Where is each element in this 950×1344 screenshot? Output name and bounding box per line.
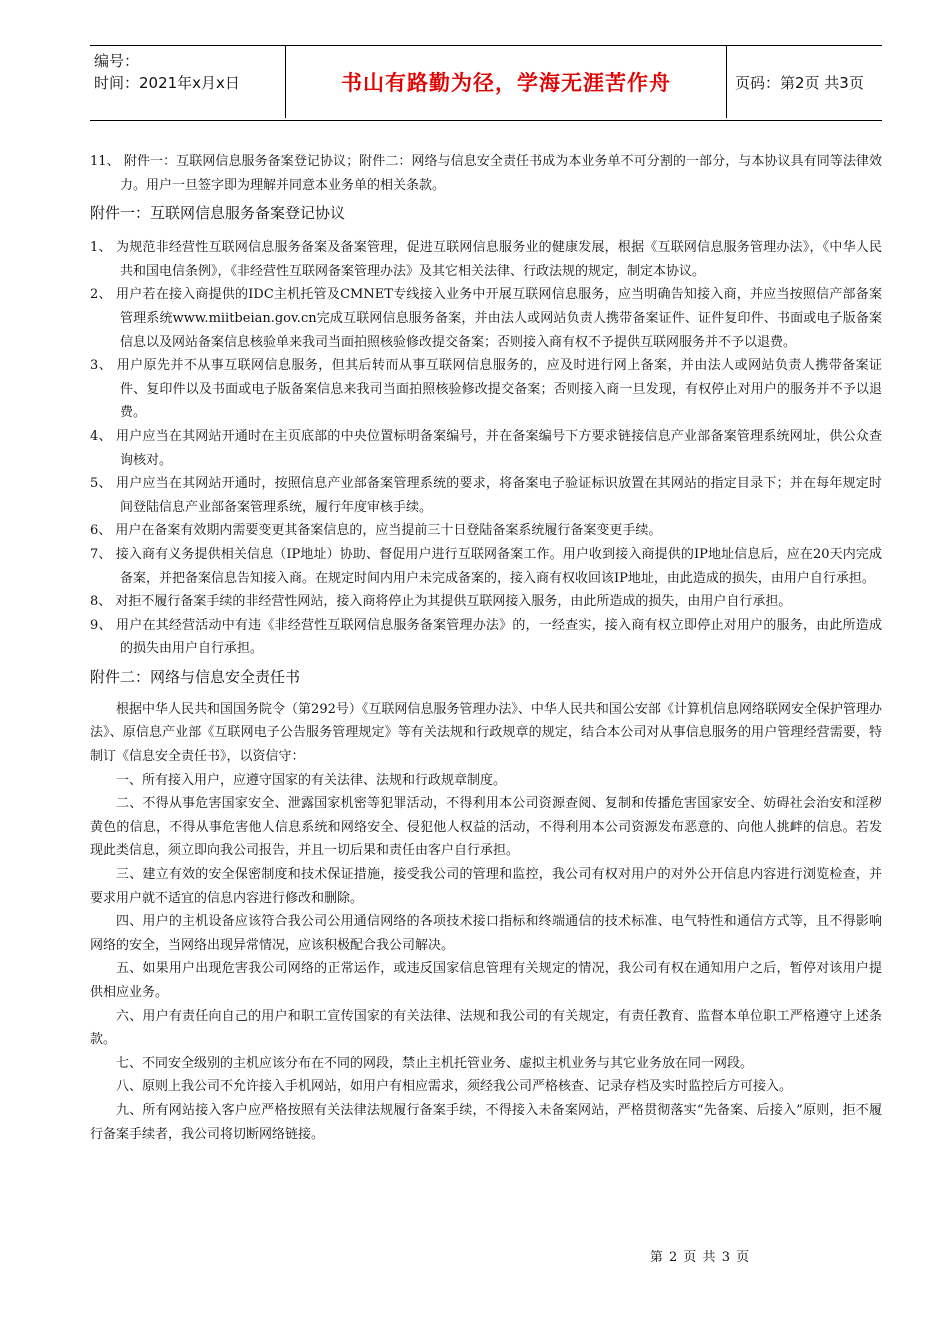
annex2-paragraph: 七、不同安全级别的主机应该分布在不同的网段，禁止主机托管业务、虚拟主机业务与其它业务放在同一网段。 [116,1055,754,1071]
annex1-item: 6、 用户在备案有效期内需要变更其备案信息的，应当提前三十日登陆备案系统履行备案变更手续。 [90,523,662,539]
annex1-item: 2、 用户若在接入商提供的IDC主机托管及CMNET专线接入业务中开展互联网信息服务，应当明确告知接入商，并应当按照信产部备案管理系统www.miitbeian.gov.cn完成互联网信息服务备案，并由法人或网站负责人携带备案证件、证件复印件、书面或电子版备案信息以及网站备案信息核验单来我司当面拍照核验修改提交备案；否则接入商有权不予提供互联网服务并不予以退费。 [90,287,882,350]
header-number-label: 编号： [94,52,140,70]
header-page-label: 页码：第2页 共3页 [735,73,864,92]
page-header [90,45,882,121]
annex2-paragraph: 二、不得从事危害国家安全、泄露国家机密等犯罪活动，不得利用本公司资源查阅、复制和传播危害国家安全、妨碍社会治安和淫秽黄色的信息，不得从事危害他人信息系统和网络安全、侵犯他人权益的活动，不得利用本公司资源发布恶意的、向他人挑衅的信息。若发现此类信息，须立即向我公司报告，并且一切后果和责任由客户自行承担。 [90,796,882,859]
annex1-item: 4、 用户应当在其网站开通时在主页底部的中央位置标明备案编号，并在备案编号下方要求链接信息产业部备案管理系统网址，供公众查询核对。 [90,428,882,468]
annex2-paragraph: 五、如果用户出现危害我公司网络的正常运作，或违反国家信息管理有关规定的情况，我公司有权在通知用户之后，暂停对该用户提供相应业务。 [90,961,882,1000]
annex1-item: 7、 接入商有义务提供相关信息（IP地址）协助、督促用户进行互联网备案工作。用户收到接入商提供的IP地址信息后，应在20天内完成备案，并把备案信息告知接入商。在规定时间内用户未完成备案的，接入商有权收回该IP地址，由此造成的损失，由用户自行承担。 [90,546,882,586]
annex1-item: 9、 用户在其经营活动中有违《非经营性互联网信息服务备案管理办法》的，一经查实，接入商有权立即停止对用户的服务，由此所造成的损失由用户自行承担。 [90,617,882,657]
header-motto: 书山有路勤为径，学海无涯苦作舟 [341,71,671,95]
annex2-paragraph: 四、用户的主机设备应该符合我公司公用通信网络的各项技术接口指标和终端通信的技术标准、电气特性和通信方式等，且不得影响网络的安全，当网络出现异常情况，应该积极配合我公司解决。 [90,914,882,953]
header-time-label: 时间：2021年x月x日 [94,74,240,92]
document-body [90,150,882,1146]
annex2-paragraph: 三、建立有效的安全保密制度和技术保证措施，接受我公司的管理和监控，我公司有权对用户的对外公开信息内容进行浏览检查，并要求用户就不适宜的信息内容进行修改和删除。 [90,867,882,906]
annex2-paragraph: 根据中华人民共和国国务院令（第292号）《互联网信息服务管理办法》、中华人民共和国公安部《计算机信息网络联网安全保护管理办法》、原信息产业部《互联网电子公告服务管理规定》等有关法规和行政规章的规定，结合本公司对从事信息服务的用户管理经营需要，特制订《信息安全责任书》，以资信守： [90,701,882,765]
clause-11: 11、 附件一：互联网信息服务备案登记协议；附件二：网络与信息安全责任书成为本业务单不可分割的一部分，与本协议具有同等法律效力。用户一旦签字即为理解并同意本业务单的相关条款。 [90,154,882,193]
page-footer: 第 2 页 共 3 页 [649,1250,751,1265]
annex2-paragraph: 六、用户有责任向自己的用户和职工宣传国家的有关法律、法规和我公司的有关规定，有责任教育、监督本单位职工严格遵守上述条款。 [90,1008,882,1048]
header-motto-box [285,46,727,118]
annex2-paragraph: 九、所有网站接入客户应严格按照有关法律法规履行备案手续，不得接入未备案网站，严格贯彻落实“先备案、后接入”原则，拒不履行备案手续者，我公司将切断网络链接。 [90,1102,882,1142]
annex2-title: 附件二：网络与信息安全责任书 [90,667,301,686]
header-meta [94,50,280,94]
annex1-item: 8、 对拒不履行备案手续的非经营性网站，接入商将停止为其提供互联网接入服务，由此所造成的损失，由用户自行承担。 [90,594,792,610]
annex2-paragraph: 一、所有接入用户，应遵守国家的有关法律、法规和行政规章制度。 [116,772,507,788]
annex1-item: 3、 用户原先并不从事互联网信息服务，但其后转而从事互联网信息服务的，应及时进行网上备案，并由法人或网站负责人携带备案证件、复印件以及书面或电子版备案信息来我司当面拍照核验修改提交备案；否则接入商一旦发现，有权停止对用户的服务并不予以退费。 [90,358,882,421]
annex2-paragraph: 八、原则上我公司不允许接入手机网站，如用户有相应需求，须经我公司严格核查、记录存档及实时监控后方可接入。 [116,1079,793,1095]
annex1-title: 附件一：互联网信息服务备案登记协议 [90,204,346,223]
annex1-item: 5、 用户应当在其网站开通时，按照信息产业部备案管理系统的要求，将备案电子验证标识放置在其网站的指定目录下；并在每年规定时间登陆信息产业部备案管理系统，履行年度审核手续。 [90,476,882,515]
annex1-item: 1、 为规范非经营性互联网信息服务备案及备案管理，促进互联网信息服务业的健康发展，根据《互联网信息服务管理办法》，《中华人民共和国电信条例》，《非经营性互联网备案管理办法》及其它相关法律、行政法规的规定，制定本协议。 [90,240,882,279]
